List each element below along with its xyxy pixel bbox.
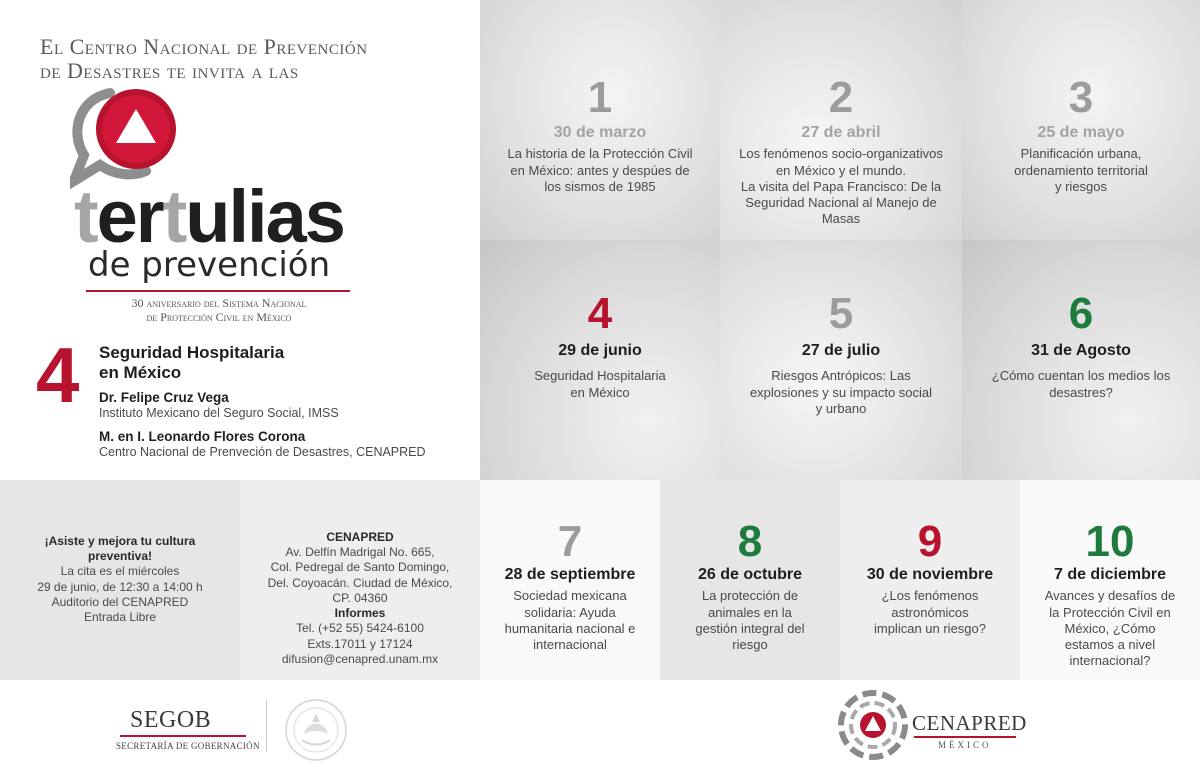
wordmark-underline	[86, 290, 350, 292]
session-number: 8	[737, 517, 763, 566]
desc-line: La protección de	[701, 588, 799, 604]
attend-line: La cita es el miércoles	[60, 564, 180, 579]
invitation-title	[40, 35, 460, 83]
session-description	[480, 368, 720, 401]
attend-info	[0, 534, 240, 625]
session-date: 31 de Agosto	[1031, 342, 1131, 359]
session-description	[962, 368, 1200, 401]
session-tile-1	[480, 0, 720, 240]
footer-divider	[266, 700, 267, 752]
desc-line: Sociedad mexicana	[513, 588, 627, 604]
contact-heading: CENAPRED	[326, 530, 394, 544]
desc-line: en México	[570, 384, 630, 400]
session-tile-3	[962, 0, 1200, 240]
aniversario-text	[82, 297, 356, 325]
cenapred-subtitle: MÉXICO	[938, 740, 992, 750]
session-number: 4	[587, 289, 613, 338]
contact-informes-heading: Informes	[334, 606, 386, 621]
info-box-attend	[0, 480, 240, 680]
desc-line: estamos a nivel	[1064, 637, 1156, 653]
tertulias-wordmark: tertulias	[74, 175, 344, 258]
attend-line: 29 de junio, de 12:30 a 14:00 h	[37, 579, 203, 594]
session-date: 25 de mayo	[1037, 124, 1125, 141]
speaker2-institution: Centro Nacional de Prenveción de Desastres, CENAPRED	[99, 445, 426, 459]
session-description	[660, 588, 840, 653]
desc-line: Planificación urbana,	[1020, 146, 1142, 162]
cenapred-logo-text: CENAPRED	[912, 711, 1027, 735]
segob-subtitle: SECRETARÍA DE GOBERNACIÓN	[116, 741, 260, 751]
attend-line: Entrada Libre	[83, 610, 157, 625]
aniversario-line2: de Protección Civil en México	[146, 309, 292, 324]
session-tile-10	[1020, 480, 1200, 680]
desc-line: La historia de la Protección Civil	[507, 146, 693, 162]
contact-address-line: CP. 04360	[332, 590, 388, 605]
session-date: 29 de junio	[558, 342, 642, 359]
desc-line: ¿Los fenómenos	[881, 588, 979, 604]
desc-line: humanitaria nacional e	[504, 620, 636, 636]
contact-info	[240, 530, 480, 667]
session-number: 2	[828, 73, 854, 122]
session-number: 6	[1068, 289, 1094, 338]
session-date: 30 de marzo	[553, 124, 647, 141]
session-description	[480, 146, 720, 195]
desc-line: La visita del Papa Francisco: De la	[740, 178, 942, 194]
desc-line: en México y el mundo.	[775, 162, 907, 178]
session-number: 7	[557, 517, 583, 566]
session-number: 10	[1085, 517, 1135, 566]
info-box-contact	[240, 480, 480, 680]
session-date: 27 de abril	[801, 124, 881, 141]
session-tile-9	[840, 480, 1020, 680]
featured-session-number: 4	[36, 331, 80, 419]
featured-title-line2: en México	[99, 363, 182, 383]
attend-line: Auditorio del CENAPRED	[51, 594, 189, 609]
featured-title-line1: Seguridad Hospitalaria	[99, 343, 285, 362]
session-tile-5	[720, 240, 962, 480]
desc-line: internacional	[533, 637, 607, 653]
session-description	[840, 588, 1020, 637]
desc-line: animales en la	[708, 604, 792, 620]
speaker1-institution: Instituto Mexicano del Seguro Social, IMSS	[99, 406, 339, 420]
desc-line: y riesgos	[1054, 178, 1108, 194]
session-date: 7 de diciembre	[1053, 566, 1167, 583]
contact-extensions: Exts.17011 y 17124	[307, 636, 413, 651]
desc-line: Los fenómenos socio-organizativos	[739, 146, 943, 162]
desc-line: la Protección Civil en	[1049, 604, 1171, 620]
session-date: 30 de noviembre	[866, 566, 994, 583]
desc-line: ordenamiento territorial	[1014, 162, 1148, 178]
session-number: 5	[828, 289, 854, 338]
invitation-title-line1: El Centro Nacional de Prevención	[40, 34, 368, 59]
desc-line: desastres?	[1049, 384, 1113, 400]
desc-line: riesgo	[732, 637, 768, 653]
cenapred-logo-icon	[838, 690, 908, 760]
invitation-title-line2: de Desastres te invita a las	[40, 58, 299, 84]
contact-address-line: Av. Delfín Madrigal No. 665,	[285, 545, 435, 560]
desc-line: Seguridad Nacional al Manejo de	[745, 195, 937, 211]
desc-line: ¿Cómo cuentan los medios los	[991, 368, 1171, 384]
session-date: 27 de julio	[801, 342, 881, 359]
session-tile-4	[480, 240, 720, 480]
session-number: 3	[1068, 73, 1094, 122]
session-description	[480, 588, 660, 653]
contact-phone: Tel. (+52 55) 5424-6100	[296, 621, 424, 636]
aniversario-line1: 30 aniversario del Sistema Nacional	[131, 296, 307, 310]
session-description	[962, 146, 1200, 195]
desc-line: México, ¿Cómo	[1064, 620, 1156, 636]
desc-line: implican un riesgo?	[873, 620, 986, 636]
attend-heading-line1: ¡Asiste y mejora tu cultura	[44, 534, 196, 548]
desc-line: gestión integral del	[695, 620, 805, 636]
cenapred-underline	[914, 736, 1016, 738]
desc-line: astronómicos	[891, 604, 969, 620]
session-date: 28 de septiembre	[504, 566, 636, 583]
session-tile-6	[962, 240, 1200, 480]
desc-line: solidaria: Ayuda	[524, 604, 616, 620]
intro-panel	[0, 0, 480, 480]
featured-session-title	[99, 343, 399, 384]
session-date: 26 de octubre	[697, 566, 803, 583]
session-tile-8	[660, 480, 840, 680]
desc-line: y urbano	[815, 400, 867, 416]
session-description	[1020, 588, 1200, 669]
contact-email-link[interactable]: difusion@cenapred.unam.mx	[281, 651, 439, 666]
desc-line: Riesgos Antrópicos: Las	[771, 368, 911, 384]
mexico-seal-icon	[276, 696, 356, 764]
desc-line: los sismos de 1985	[544, 178, 656, 194]
desc-line: Masas	[821, 211, 861, 227]
segob-logo-text: SEGOB	[130, 707, 212, 733]
session-tile-2	[720, 0, 962, 240]
desc-line: Seguridad Hospitalaria	[534, 368, 666, 384]
session-number: 9	[917, 517, 943, 566]
session-description	[720, 368, 962, 417]
contact-address-line: Col. Pedregal de Santo Domingo,	[270, 560, 450, 575]
desc-line: explosiones y su impacto social	[749, 384, 933, 400]
session-description	[720, 146, 962, 227]
session-number: 1	[587, 73, 613, 122]
attend-heading-line2: preventiva!	[87, 549, 153, 564]
desc-line: en México: antes y despúes de	[510, 162, 690, 178]
segob-underline	[120, 735, 246, 737]
contact-address-line: Del. Coyoacán. Ciudad de México,	[267, 575, 453, 590]
desc-line: Avances y desafíos de	[1044, 588, 1176, 604]
session-tile-7	[480, 480, 660, 680]
speaker1-name: Dr. Felipe Cruz Vega	[99, 390, 229, 405]
prevencion-wordmark: de prevención	[88, 245, 331, 285]
speaker2-name: M. en I. Leonardo Flores Corona	[99, 429, 306, 444]
desc-line: internacional?	[1069, 653, 1151, 669]
